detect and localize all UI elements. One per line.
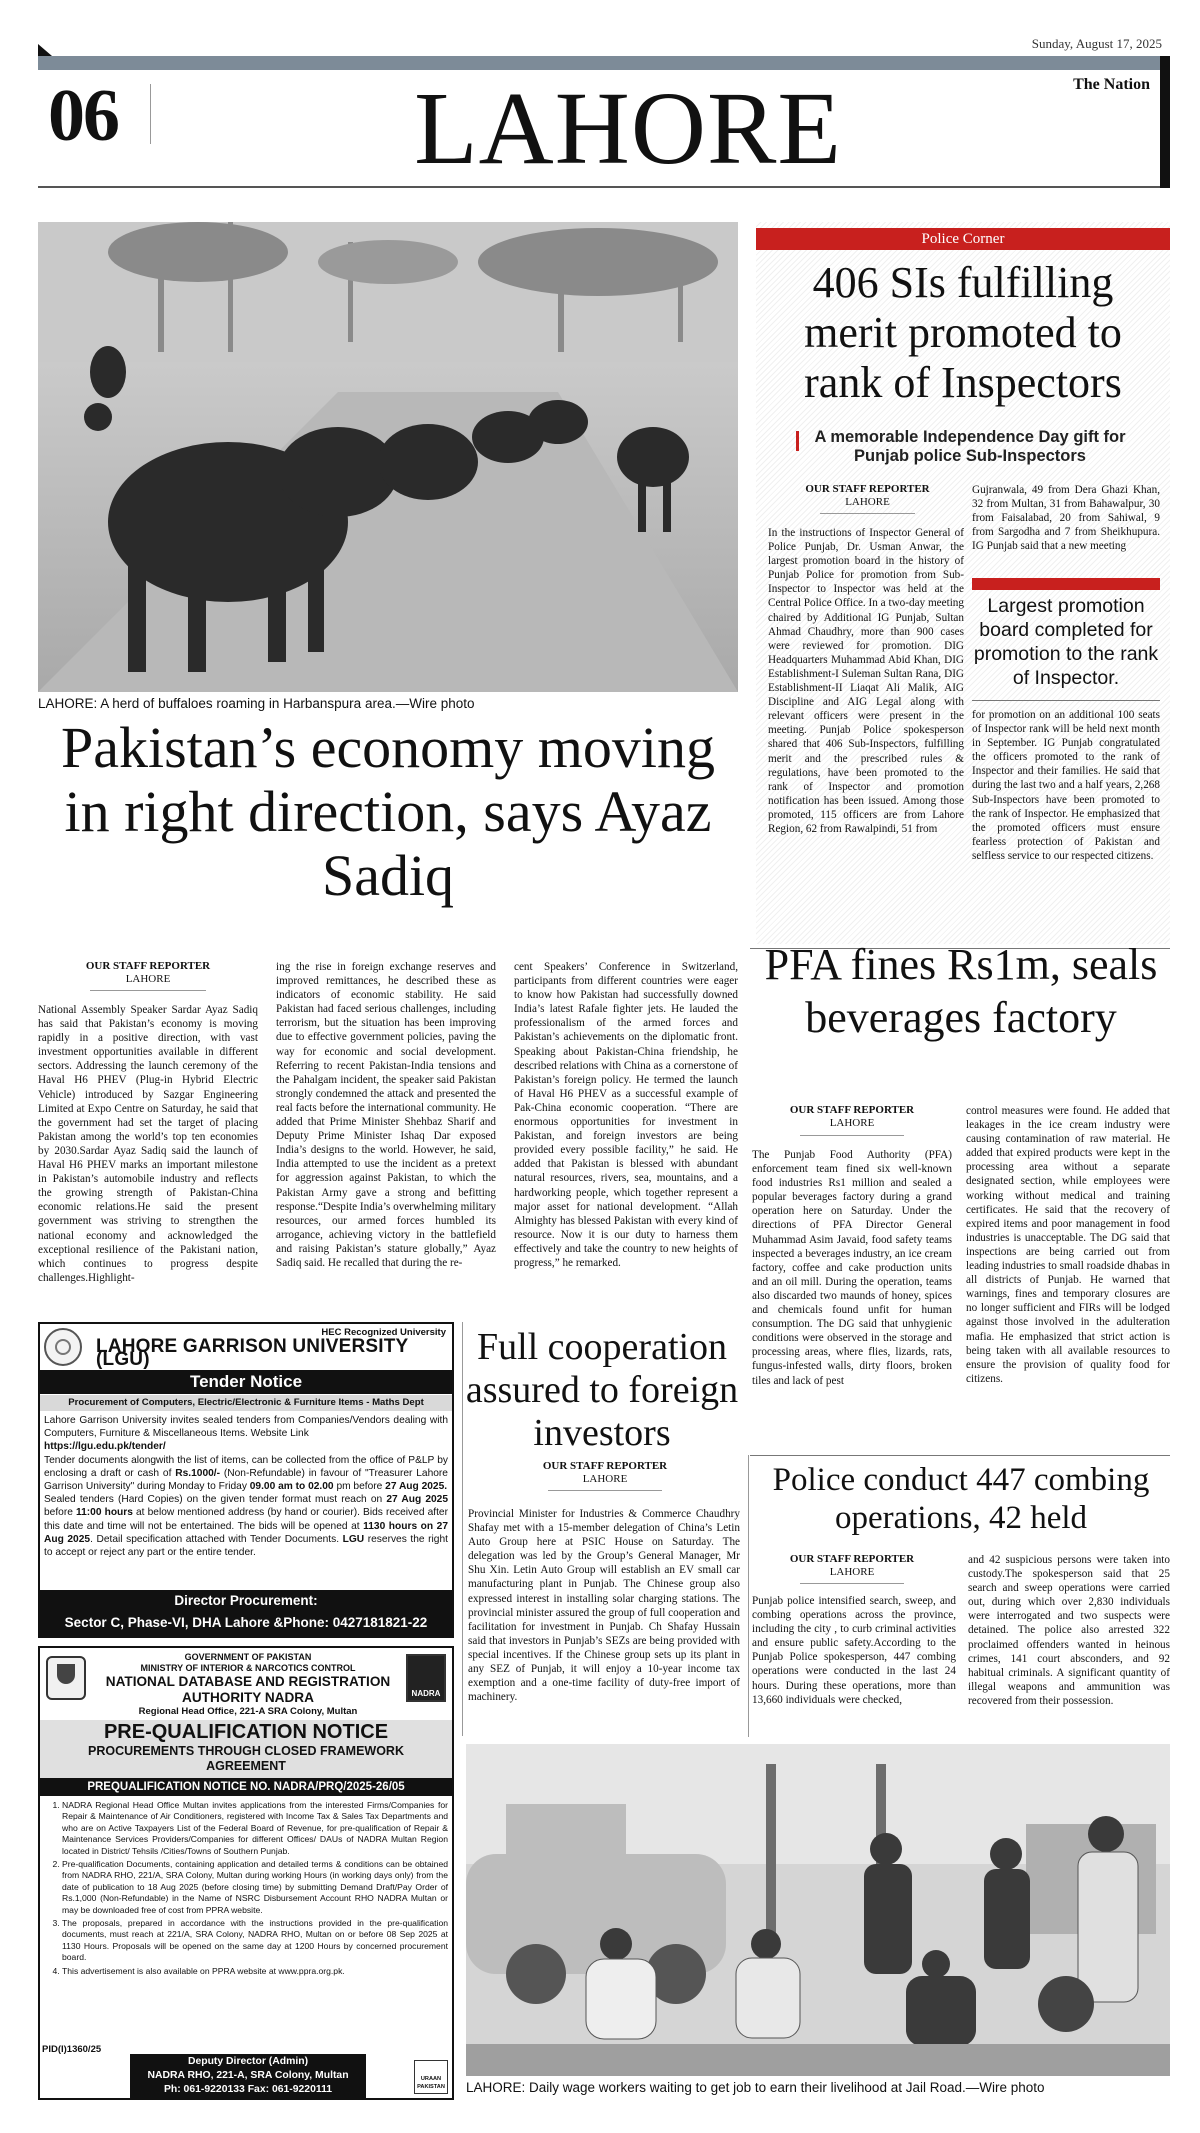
nadra-ministry: MINISTRY OF INTERIOR & NARCOTICS CONTROL bbox=[140, 1663, 356, 1673]
masthead-right-bar bbox=[1160, 56, 1170, 188]
combing-byline-rule bbox=[800, 1583, 904, 1584]
lgu-subject: Procurement of Computers, Electric/Electronic & Furniture Items - Maths Dept bbox=[40, 1395, 452, 1411]
nadra-footer-address: NADRA RHO, 221-A, SRA Colony, Multan bbox=[147, 2070, 349, 2081]
byline-dateline: LAHORE bbox=[845, 496, 890, 508]
pfa-headline: PFA fines Rs1m, seals beverages factory bbox=[764, 940, 1158, 1042]
masthead-bottom-rule bbox=[38, 186, 1160, 188]
combing-byline bbox=[752, 1553, 952, 1579]
lgu-footer-title: Director Procurement: bbox=[174, 1593, 318, 1608]
nadra-footer-title: Deputy Director (Admin) bbox=[187, 2056, 309, 2067]
pfa-byline bbox=[752, 1104, 952, 1130]
lgu-p2c: (Non-Refundable) in favour of "Treasurer Lahore Garrison University" during Monday to Friday bbox=[44, 1467, 448, 1493]
masthead-bar bbox=[38, 56, 1170, 70]
cooperation-headline: Full cooperation assured to foreign investors bbox=[465, 1326, 739, 1454]
cooperation-byline bbox=[500, 1460, 710, 1486]
page-number: 06 bbox=[48, 75, 118, 157]
byline-name: OUR STAFF REPORTER bbox=[789, 1553, 915, 1565]
byline-name: OUR STAFF REPORTER bbox=[542, 1460, 668, 1472]
lgu-p3g: . Detail specification attached with Tender Documents. bbox=[90, 1533, 340, 1545]
nadra-logo: NADRA bbox=[406, 1654, 446, 1702]
lgu-p3f: 1130 hours on 27 Aug 2025 bbox=[44, 1520, 448, 1545]
promotion-headline: 406 SIs fulfilling merit promoted to rank of Inspectors bbox=[804, 258, 1122, 407]
byline-dateline: LAHORE bbox=[125, 973, 171, 985]
masthead-divider bbox=[150, 84, 151, 144]
pfa-col-2: control measures were found. He added that leakages in the ice cream industry were causing contamination of raw material. He added that expired products were kept in the processing area without a separate designated section, while employees were working without medical and training certificates. He said that the recovery of expired items and poor management in food industries is unacceptable. The DG said that inspections are being carried out from leading industries to small roadside dhabas in all districts of Punjab. He warned that warnings, fines and temporary closures are no longer sufficient and FIRs will be lodged against those involved in the adulteration mafia. He emphasized that strict action is being taken with all available resources to ensure the provision of quality food for citizens. bbox=[966, 1105, 1170, 1385]
lgu-footer-address: Sector C, Phase-VI, DHA Lahore &Phone: 0427181821-22 bbox=[64, 1615, 428, 1630]
nadra-notice-number: PREQUALIFICATION NOTICE NO. NADRA/PRQ/2025-26/05 bbox=[40, 1778, 452, 1796]
lgu-p3a: Sealed tenders (Hard Copies) on the given tender format must reach on bbox=[44, 1494, 383, 1506]
promotion-deck: A memorable Independence Day gift for Punjab police Sub-Inspectors bbox=[814, 428, 1126, 465]
byline-dateline: LAHORE bbox=[582, 1473, 628, 1485]
masthead-left-notch bbox=[38, 44, 52, 56]
promotion-col-1: In the instructions of Inspector General of Police Punjab, Dr. Usman Anwar, the largest promotion board in the history of Punjab Police for promotion from Sub-Inspector to Inspector was held at the Central Police Office. In a two-day meeting chaired by Additional IG Punjab, Sultan Ahmad Chaudhry, more than 900 cases were reviewed for promotion. DIG Headquarters Muhammad Abid Khan, DIG Establishment-I Suleman Sultan Rana, DIG Establishment-II Liaqat Ali Malik, AIG Discipline and AIG Legal along with relevant officers were present in the meeting. Punjab Police spokesperson shared that 406 Sub-Inspectors, fulfilling merit and the prescribed rules & regulations, have been promoted to the rank of Inspector and promotion notification has been issued. Among those promoted, 115 officers are from Lahore Region, 62 from Rawalpindi, 51 from bbox=[768, 527, 964, 835]
lgu-p3b: 27 Aug 2025 bbox=[386, 1494, 448, 1506]
lgu-p2e: pm before bbox=[336, 1481, 383, 1493]
combing-left-rule bbox=[748, 1455, 749, 1737]
promotion-pullquote: Largest promotion board completed for promotion to the rank of Inspector. bbox=[973, 595, 1159, 689]
buffalo-photo-caption: LAHORE: A herd of buffaloes roaming in Harbanspura area.—Wire photo bbox=[38, 696, 475, 711]
lgu-p3e: at below mentioned address (by hand or courier). Bids received after this date and time will not be entertained. The bids will be opened at bbox=[44, 1507, 448, 1532]
nadra-item: 4. This advertisement is also available on PPRA website at www.ppra.org.pk. bbox=[62, 1966, 448, 1977]
lgu-p1: Lahore Garrison University invites sealed tenders from Companies/Vendors dealing with Computers, Furniture & Miscellaneous Items. Website Link bbox=[44, 1415, 448, 1440]
pfa-col-1: The Punjab Food Authority (PFA) enforcement team fined six well-known food industries Rs1 million and sealed a popular beverages factory during a grand operation here on Saturday. Under the directions of PFA Director General Muhammad Asim Javaid, food safety teams inspected a beverages industry, an ice cream factory, coffee and cake production units and an oil mill. During the operation, teams also discarded two maunds of honey, spices and chemicals found unfit for human consumption. The DG said that unhygienic conditions were observed in the storage and processing areas, where flies, lizards, rats, fungus-infested walls, dirty floors, broken tiles and lack of pest bbox=[752, 1149, 952, 1387]
byline-name: OUR STAFF REPORTER bbox=[805, 483, 930, 495]
combing-col-2: and 42 suspicious persons were taken into custody.The spokesperson said that 25 search and sweep operations were carried out, during which over 2,830 individuals were interrogated and two suspects were detained. The police also arrested 322 proclaimed offenders wanted in heinous crimes, 141 court absconders, and 92 habitual criminals. A significant quantity of illegal weapons and ammunition was recovered from their possession. bbox=[968, 1554, 1170, 1707]
economy-col-2: ing the rise in foreign exchange reserves and improved remittances, he described these as indicators of economic stability. He said Pakistan had faced serious challenges, including terrorism, but the situation has been improving due to effective government policies, paving the way for economic and social development. Referring to recent Pakistan-India tensions and the Pahalgam incident, the speaker said Pakistan strongly condemned the attack and presented the real facts before the international community. He added that Prime Minister Shehbaz Sharif and Deputy Prime Minister Ishaq Dar exposed India’s designs to the world. However, he said, India attempted to use the incident as a pretext for aggression against Pakistan, to which the Pakistan Army gave a strong and befitting response.“Despite India’s overwhelming military resources, our armed forces humbled its arrogance, achieving victory in the battlefield and raising Pakistan’s stature globally,” Ayaz Sadiq said. He recalled that during the re- bbox=[276, 961, 496, 1269]
lgu-hec-tag: HEC Recognized University bbox=[321, 1327, 446, 1338]
buffalo-photo bbox=[38, 222, 738, 692]
police-corner-label: Police Corner bbox=[756, 228, 1170, 250]
nadra-subtitle: PROCUREMENTS THROUGH CLOSED FRAMEWORK AGREEMENT bbox=[88, 1744, 404, 1773]
nadra-footer-phone: Ph: 061-9220133 Fax: 061-9220111 bbox=[163, 2084, 333, 2095]
lgu-p2d: 09.00 am to 02.00 bbox=[249, 1481, 334, 1493]
workers-photo-caption: LAHORE: Daily wage workers waiting to get job to earn their livelihood at Jail Road.—Wire photo bbox=[466, 2080, 1045, 2095]
lgu-p2a: Tender documents alongwith the list of items, can be collected from the office of P&LP by enclosing a draft or cash of bbox=[44, 1454, 448, 1479]
lgu-name: LAHORE GARRISON UNIVERSITY (LGU) bbox=[96, 1336, 409, 1371]
lgu-logo bbox=[44, 1328, 82, 1366]
economy-col-3: cent Speakers’ Conference in Switzerland, participants from different countries were eager to know how Pakistan had successfully downed India’s latest Rafale fighter jets. He lauded the professionalism of the armed forces and Pakistan’s achievements on the diplomatic front. Speaking about Pakistan-China friendship, he described relations with China as a cornerstone of Pakistan’s foreign policy. He termed the launch of Haval H6 PHEV as a successful example of Pak-China economic cooperation. “There are enormous opportunities for investment in Pakistan, and foreign investors are being provided every possible facility,” he said. He added that Pakistan is blessed with abundant natural resources, rivers, sea, mountains, and a hardworking people, which together represent a major asset for national development. “Allah Almighty has blessed Pakistan with every kind of resource. Now it is our duty to harness them effectively and take the country to new heights of progress,” he remarked. bbox=[514, 961, 738, 1269]
promotion-col-2-bottom: for promotion on an additional 100 seats of Inspector rank will be held next month in September. IG Punjab congratulated the officers promoted to the rank of Inspector and their families. He said that during the last two and a half years, 2,268 Sub-Inspectors have been promoted to the rank of Inspector. He emphasized that the promoted officers must ensure fearless protection of Pakistan and selfless service to our respected citizens. bbox=[972, 709, 1160, 862]
promotion-byline bbox=[770, 483, 965, 509]
promotion-byline-rule bbox=[820, 513, 915, 514]
lgu-notice-title: Tender Notice bbox=[40, 1370, 452, 1394]
economy-byline bbox=[38, 960, 258, 986]
workers-photo-image bbox=[466, 1744, 1170, 2076]
promotion-deck-bar bbox=[796, 431, 799, 451]
byline-dateline: LAHORE bbox=[829, 1566, 875, 1578]
nadra-items bbox=[44, 1800, 448, 1977]
combing-headline: Police conduct 447 combing operations, 42 held bbox=[772, 1462, 1150, 1536]
section-title: LAHORE bbox=[414, 71, 842, 186]
lgu-body bbox=[44, 1414, 448, 1559]
nadra-item: 3. The proposals, prepared in accordance with the instructions provided in the pre-qualification documents, must reach at 221/A, SRA Colony, NADRA RHO, Multan on or before 08 Sep 2025 at 1130 Hours. Proposals will be opened on the same day at 1200 Hours by concerned procurement board. bbox=[62, 1918, 448, 1964]
nadra-footer bbox=[130, 2054, 366, 2098]
nadra-prequal-ad bbox=[38, 1646, 454, 2100]
lgu-p2f: 27 Aug 2025. bbox=[385, 1481, 448, 1493]
pullquote-bar bbox=[972, 578, 1160, 590]
nadra-title-box bbox=[40, 1720, 452, 1778]
lgu-p3h: LGU bbox=[342, 1533, 365, 1545]
uraan-pakistan-badge: URAAN PAKISTAN bbox=[414, 2060, 448, 2094]
lgu-tender-ad bbox=[38, 1322, 454, 1638]
nadra-pid: PID(I)1360/25 bbox=[42, 2044, 102, 2055]
lgu-link[interactable]: https://lgu.edu.pk/tender/ bbox=[44, 1441, 166, 1453]
combing-top-rule bbox=[750, 1455, 1170, 1456]
lgu-p3i: reserves the right to accept or reject any part or the entire tender. bbox=[44, 1533, 448, 1559]
economy-byline-rule bbox=[90, 990, 206, 991]
promotion-col-2-top: Gujranwala, 49 from Dera Ghazi Khan, 32 from Multan, 31 from Bahawalpur, 30 from Faisalabad, 20 from Sahiwal, 9 from Sargodha and 7 from Sheikhupura. IG Punjab said that a new meeting bbox=[972, 484, 1160, 553]
lgu-p3d: 11:00 hours bbox=[76, 1507, 133, 1519]
cooperation-body: Provincial Minister for Industries & Commerce Chaudhry Shafay met with a 15-member delegation of China’s Letin Auto Group here at PSIC House on Saturday. The delegation was led by the Group’s General Manager, Mr Shu Xin. Letin Auto Group will establish an EV small car manufacturing plant in Punjab. The Chinese group also expressed interest in installing solar charging stations. The provincial minister assured the group of full cooperation and facilitation for investment in Punjab. Ch Shafay Hussain said that investors in Punjab’s SEZs are being provided with special incentives. If the Chinese group sets up its plant in any SEZ of Punjab, it will enjoy a 10-year income tax exemption and a one-time facility of duty-free import of machinery. bbox=[468, 1508, 740, 1704]
economy-col-1: National Assembly Speaker Sardar Ayaz Sadiq has said that Pakistan’s economy is moving rapidly in a positive direction, with vast investment opportunities available in different sectors. Addressing the launch ceremony of the Haval H6 PHEV (Plug-in Hybrid Electric Vehicle) introduced by Sazgar Engineering Limited at Expo Centre on Saturday, he said that the government had set the target of placing Pakistan among the world’s top ten economies by 2030.Sardar Ayaz Sadiq said the launch of Haval H6 PHEV marks an important milestone in Pakistan’s automobile industry and reflects the growing strength of Pakistan-China economic relations.He said the present government was striving to strengthen the national economy and acknowledged the exceptional resilience of the Pakistani nation, which continues to progress despite challenges.Highlight- bbox=[38, 1004, 258, 1284]
nadra-header bbox=[90, 1652, 406, 1718]
nadra-authority-2: AUTHORITY NADRA bbox=[182, 1690, 314, 1705]
combing-col-1: Punjab police intensified search, sweep, and combing operations across the province, including the city , to curb criminal activities and ensure public safety.According to the Punjab Police spokesperson, 447 combing operations were conducted in the last 24 hours. During these operations, more than 13,660 individuals were checked, bbox=[752, 1595, 956, 1706]
lgu-p2b: Rs.1000/- bbox=[175, 1467, 221, 1479]
pakistan-emblem bbox=[46, 1656, 86, 1700]
cooperation-left-rule bbox=[462, 1322, 463, 1736]
nadra-office: Regional Head Office, 221-A SRA Colony, Multan bbox=[138, 1706, 358, 1717]
byline-name: OUR STAFF REPORTER bbox=[85, 960, 211, 972]
nadra-authority-1: NATIONAL DATABASE AND REGISTRATION bbox=[105, 1674, 391, 1689]
nadra-item: 1. NADRA Regional Head Office Multan invites applications from the interested Firms/Companies for Repair & Maintenance of Air Conditioners, registered with Income Tax & Sales Tax Departments and who are on Active Taxpayers List of the Federal Board of Revenue, for pre-qualification of Repair & Maintenance Services Providers/Companies for different Offices/ DAUs of NADRA Multan Region located in District/ Tehsils /Cities/Towns of Southern Punjab. bbox=[62, 1800, 448, 1857]
byline-name: OUR STAFF REPORTER bbox=[789, 1104, 915, 1116]
nadra-item: 2. Pre-qualification Documents, containing application and detailed terms & conditions can be obtained from NADRA RHO, 221/A, SRA Colony, Multan during working Hours (in working days only) from the date of publication to 18 Aug 2025 (before closing time) by submitting Demand Draft/Pay Order of Rs.1,000 (Non-Refundable) in the Name of NSRC Disbursement Account RHO NADRA Multan or may be downloaded free of cost from PPRA website. bbox=[62, 1859, 448, 1916]
workers-photo bbox=[466, 1744, 1170, 2076]
masthead bbox=[38, 38, 1170, 188]
nadra-title: PRE-QUALIFICATION NOTICE bbox=[103, 1721, 389, 1743]
buffalo-photo-image bbox=[38, 222, 738, 692]
byline-dateline: LAHORE bbox=[829, 1117, 875, 1129]
masthead-date: Sunday, August 17, 2025 bbox=[1031, 36, 1162, 51]
lgu-footer bbox=[40, 1590, 452, 1636]
cooperation-byline-rule bbox=[548, 1490, 662, 1491]
economy-headline: Pakistan’s economy moving in right direction, says Ayaz Sadiq bbox=[60, 715, 716, 908]
nadra-gov: GOVERNMENT OF PAKISTAN bbox=[184, 1652, 312, 1662]
pullquote-bottom-rule bbox=[972, 700, 1160, 701]
lgu-p3c: before bbox=[44, 1507, 73, 1519]
paper-name: The Nation bbox=[1073, 76, 1150, 93]
pfa-byline-rule bbox=[800, 1135, 904, 1136]
